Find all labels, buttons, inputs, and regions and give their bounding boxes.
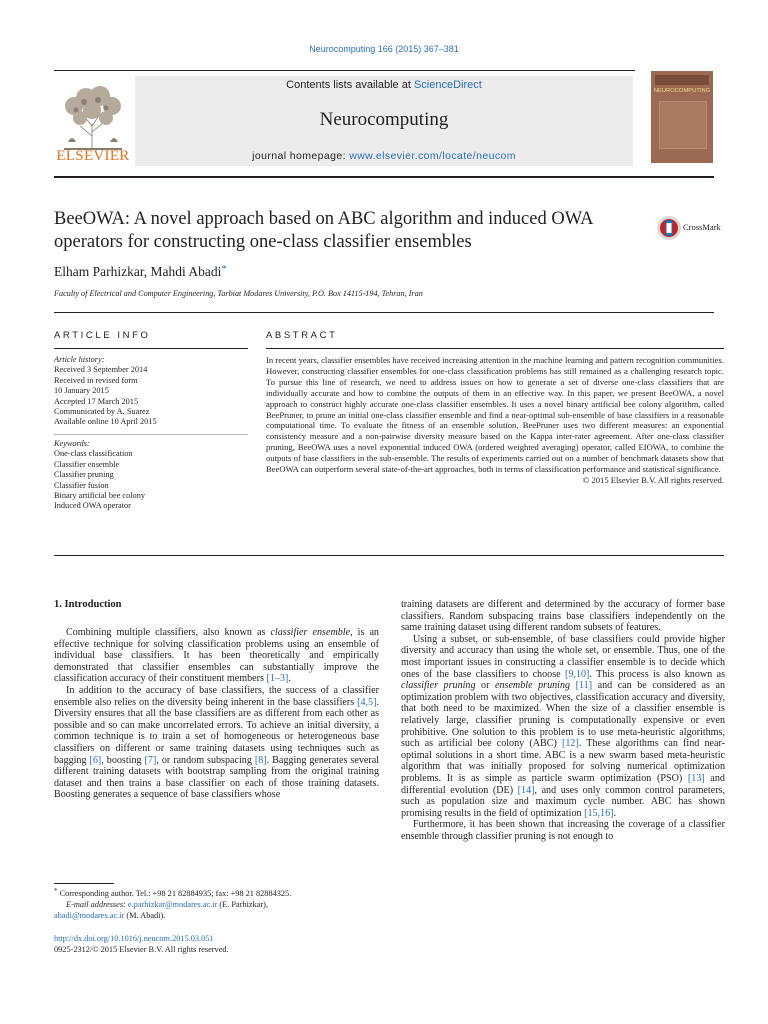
citation-link[interactable]: [7] [144, 754, 157, 766]
body-text: Using a subset, or sub-ensemble, of base classifiers could provide higher diversity and accuracy than using the whole set, or ensemble. Thus, one of the most important issues in constructing a classifier ensemble is to decide which ones of the base classifiers to choose [401, 633, 725, 680]
body-text: . [613, 807, 617, 819]
cover-artwork [659, 101, 707, 149]
issn-copyright: 0925-2312/© 2015 Elsevier B.V. All rights reserved. [54, 944, 229, 954]
footnote [54, 886, 384, 921]
history-item: Received in revised form [54, 375, 138, 385]
doi-link[interactable]: http://dx.doi.org/10.1016/j.neucom.2015.03.051 [54, 934, 214, 943]
citation-link[interactable]: [9,10] [564, 668, 590, 680]
abstract-body [266, 355, 724, 486]
citation-link[interactable]: [4,5] [357, 696, 377, 708]
email-label: E-mail addresses: [66, 900, 128, 909]
citation-link[interactable]: [12] [561, 738, 579, 750]
email-owner: (M. Abadi). [124, 911, 166, 920]
article-info-heading: ARTICLE INFO [54, 330, 151, 341]
body-paragraph [54, 685, 379, 801]
article-history-label: Article history: [54, 355, 105, 364]
citation-link[interactable]: [13] [687, 772, 705, 784]
keyword: Classifier ensemble [54, 459, 120, 469]
body-text: training datasets are different and determined by the accuracy of former base classifiers. Random subspacing trains base classifiers independently on the same training dataset using different random subsets of features. [401, 599, 725, 634]
citation-link[interactable]: [1–3] [266, 673, 289, 685]
body-text: and can be considered as an optimization problem with two objectives, classification accuracy and diversity, that both need to be maximized. When the size of a classifier ensemble is relatively large, classifier pruning is computationally expensive or even prohibitive. One solution to this problem is to use meta-heuristic algorithms, such as artificial bee colony (ABC) [401, 680, 726, 750]
copyright-line: © 2015 Elsevier B.V. All rights reserved. [582, 474, 724, 485]
abstract-bottom-rule [54, 555, 724, 556]
emphasized-term: ensemble pruning [495, 680, 571, 692]
body-text: . Diversity ensures that all the base classifiers are as different from each other as possible and so can make uncorrelated errors. To achieve an initial diversity, a common technique is to train a set of homogeneous or heterogeneous base classifiers on different or same training datasets using techniques such as bagging [54, 696, 379, 766]
email-line [54, 899, 384, 910]
body-text: . This process is also known as [589, 668, 725, 680]
email-line [54, 910, 384, 921]
body-paragraph [401, 819, 725, 842]
sciencedirect-link[interactable]: ScienceDirect [413, 79, 482, 91]
corresponding-author-text: Corresponding author. Tel.: +98 21 82884935; fax: +98 21 82884325. [57, 889, 292, 898]
body-text: , boosting [101, 754, 145, 766]
citation-link[interactable]: [8] [254, 754, 267, 766]
history-item: Received 3 September 2014 [54, 365, 148, 375]
abstract-text: In recent years, classifier ensembles have received increasing attention in the machine learning and pattern recognition communities. However, constructing classifier ensembles for one-class classification problems has still remained as a challenging research topic. To pursue this line of research, we need to address issues on how to generate a set of diverse one-class classifiers that are individually accurate and how to combine the outputs of them in an effective way. In this paper, we present BeeOWA, a novel approach to construct highly accurate one-class classifier ensembles. It uses a novel binary artificial bee colony algorithm, called BeePruner, to prune an initial one-class classifier ensemble and find a near-optimal sub-ensemble of base classifiers in a reasonable computational time. To evaluate the fitness of an ensemble solution, BeePruner uses two different measures: an exponential consistency measure and a non-pairwise diversity measure based on the Kappa inter-rater agreement. After one-class classifier pruning, BeeOWA uses a novel exponential induced OWA (ordered weighted averaging) operator, called EIOWA, to combine the outputs of base classifiers in the sub-ensemble. The results of experiments carried out on a number of benchmark datasets show that BeeOWA can outperform several state-of-the-art approaches, both in terms of classification performance and statistical significance. [266, 355, 724, 475]
corresponding-author-mark[interactable]: * [221, 263, 227, 275]
citation-link[interactable]: [14] [517, 784, 535, 796]
article-history [54, 355, 249, 428]
journal-citation-link[interactable]: Neurocomputing 166 (2015) 367–381 [309, 44, 459, 54]
abstract-heading: ABSTRACT [266, 330, 338, 341]
doi-block [54, 934, 229, 955]
body-text: Furthermore, it has been shown that increasing the coverage of a classifier ensemble through classifier pruning is not enough to [401, 819, 725, 842]
keywords [54, 439, 249, 512]
keyword: Classifier pruning [54, 470, 114, 480]
journal-cover-thumbnail[interactable] [651, 71, 713, 163]
emphasized-term: classifier pruning [401, 680, 476, 692]
history-item: 10 January 2015 [54, 386, 109, 396]
history-item: Available online 10 April 2015 [54, 417, 157, 427]
article-info-rule [54, 348, 248, 349]
body-text: , and uses only common control parameters, such as population size and maximum cycle number. ABC has shown promising results in the field of optimization [401, 784, 726, 819]
author-list [54, 263, 227, 280]
contents-available-line [135, 79, 633, 91]
affiliation-rule [54, 312, 714, 313]
paper-title: BeeOWA: A novel approach based on ABC algorithm and induced OWA operators for constructing one-class classifier ensembles [54, 209, 593, 252]
left-column [54, 627, 379, 801]
body-text: . These algorithms can find near-optimal solutions in a short time. ABC is a new swarm based meta-heuristic algorithm that was initially proposed for solving numerical optimization problems. It is as simple as particle swarm optimization (PSO) [401, 738, 725, 784]
right-column [401, 599, 725, 842]
crossmark-label[interactable]: CrossMark [683, 222, 721, 232]
article-info-divider [54, 434, 248, 435]
history-item: Communicated by A. Suarez [54, 407, 150, 417]
body-text: Combining multiple classifiers, also known as [66, 627, 271, 638]
citation-link[interactable]: [6] [89, 754, 102, 766]
emphasized-term: classifier ensemble [270, 627, 351, 638]
body-paragraph [401, 599, 725, 634]
body-paragraph [54, 627, 379, 685]
abstract-rule [266, 348, 724, 349]
email-owner: (E. Parhizkar), [217, 900, 269, 909]
keyword: Classifier fusion [54, 480, 109, 490]
author-names: Elham Parhizkar, Mahdi Abadi [54, 264, 222, 279]
footnote-rule [54, 883, 114, 884]
body-text: and differential evolution (DE) [401, 772, 725, 796]
body-paragraph [401, 634, 725, 820]
keyword: One-class classification [54, 449, 133, 459]
affiliation: Faculty of Electrical and Computer Engineering, Tarbiat Modares University, P.O. Box 14115-194, Tehran, Iran [54, 289, 423, 298]
body-text: In addition to the accuracy of base classifiers, the success of a classifier ensemble also relies on the diversity being inherent in the base classifiers [54, 684, 379, 708]
email-link-abadi[interactable]: abadi@modares.ac.ir [54, 911, 125, 920]
header-bottom-rule [54, 176, 714, 178]
footnote-mark: * [54, 887, 58, 895]
journal-title: Neurocomputing [319, 109, 449, 130]
journal-homepage-line [135, 150, 633, 162]
keyword: Induced OWA operator [54, 501, 131, 511]
header-top-rule [54, 70, 635, 71]
cover-title: NEUROCOMPUTING [653, 88, 711, 94]
cover-band [655, 75, 709, 85]
body-text: , is an effective technique for solving classification problems using an ensemble of individual base classifiers. It has been theoretically and empirically demonstrated that classifier ensembles can substantially improve the classification accuracy of their constituent members [54, 627, 379, 685]
keywords-label: Keywords: [54, 439, 90, 448]
citation-link[interactable]: [15,16] [584, 807, 614, 819]
keyword: Binary artificial bee colony [54, 491, 145, 501]
body-text: . Bagging generates several different training datasets with bootstrap sampling from the original training dataset and then trains a base classifier on each of those training datasets. Boosting generates a sequence of base classifiers whose [54, 754, 380, 801]
citation-link[interactable]: [11] [575, 680, 593, 692]
email-link-parhizkar[interactable]: e.parhizkar@modares.ac.ir [127, 900, 218, 909]
homepage-prefix: journal homepage: [252, 150, 350, 162]
journal-homepage-link[interactable]: www.elsevier.com/locate/neucom [349, 150, 516, 162]
contents-prefix: Contents lists available at [286, 79, 414, 91]
section-heading-introduction: 1. Introduction [54, 599, 122, 610]
history-item: Accepted 17 March 2015 [54, 396, 139, 406]
corresponding-author-note [54, 886, 384, 899]
body-text: , or random subspacing [156, 754, 255, 766]
elsevier-wordmark: ELSEVIER [56, 148, 130, 164]
body-text: or [475, 680, 495, 692]
body-text: . [288, 673, 291, 685]
